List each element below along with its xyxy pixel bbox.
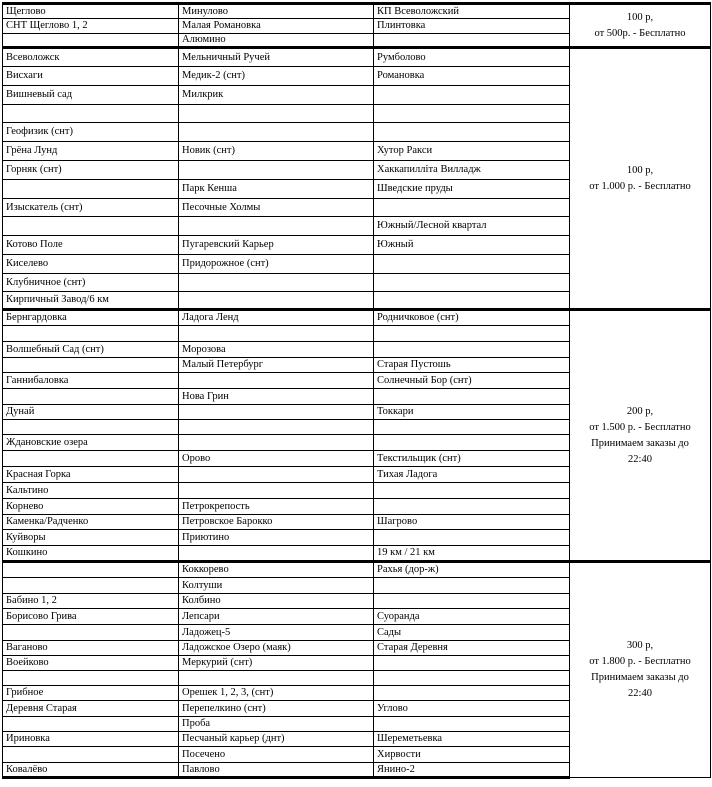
table-row [3, 4, 711, 19]
price-line2: от 1.800 р. - Бесплатно [589, 656, 691, 667]
settlement-name [3, 34, 179, 48]
settlement-name: Воейково [3, 656, 179, 671]
settlement-name [179, 467, 374, 483]
settlement-name [3, 217, 179, 236]
settlement-name: Песчаный карьер (днт) [179, 732, 374, 747]
settlement-name: Борисово Грива [3, 609, 179, 625]
settlement-name [179, 483, 374, 499]
settlement-name [3, 180, 179, 199]
settlement-name [3, 562, 179, 578]
settlement-name: Медик-2 (снт) [179, 67, 374, 86]
settlement-name: Перепелкино (снт) [179, 701, 374, 717]
settlement-name: Янино-2 [374, 763, 570, 778]
delivery-zones-table [2, 2, 711, 779]
settlement-name: Углово [374, 701, 570, 717]
settlement-name: Пугаревский Карьер [179, 236, 374, 255]
settlement-name [374, 717, 570, 732]
price-line3: Принимаем заказы до [591, 672, 689, 683]
settlement-name: Колтуши [179, 578, 374, 594]
settlement-name: Каменка/Радченко [3, 515, 179, 530]
settlement-name [3, 625, 179, 641]
settlement-name [374, 686, 570, 701]
settlement-name [374, 420, 570, 435]
settlement-name: Проба [179, 717, 374, 732]
settlement-name: Меркурий (снт) [179, 656, 374, 671]
settlement-name: Текстильщик (снт) [374, 451, 570, 467]
settlement-name [374, 578, 570, 594]
settlement-name [374, 86, 570, 105]
delivery-zones-document [2, 2, 710, 785]
delivery-price-cell [570, 48, 711, 310]
settlement-name: Ковалёво [3, 763, 179, 778]
settlement-name: Морозова [179, 342, 374, 358]
settlement-name: Петрокрепость [179, 499, 374, 515]
settlement-name: Шагрово [374, 515, 570, 530]
settlement-name: Куйворы [3, 530, 179, 546]
settlement-name: Корнево [3, 499, 179, 515]
settlement-name: Орешек 1, 2, 3, (снт) [179, 686, 374, 701]
settlement-name: Вишневый сад [3, 86, 179, 105]
settlement-name: Солнечный Бор (снт) [374, 373, 570, 389]
settlement-name [179, 405, 374, 420]
settlement-name: Геофизик (снт) [3, 123, 179, 142]
settlement-name: Грибное [3, 686, 179, 701]
settlement-name: Дунай [3, 405, 179, 420]
settlement-name [179, 671, 374, 686]
settlement-name [374, 483, 570, 499]
settlement-name [3, 389, 179, 405]
settlement-name: Котово Поле [3, 236, 179, 255]
settlement-name: Изыскатель (снт) [3, 199, 179, 217]
price-line2: от 1.000 р. - Бесплатно [589, 180, 691, 192]
settlement-name [3, 717, 179, 732]
settlement-name [3, 671, 179, 686]
table-row [3, 48, 711, 67]
settlement-name [374, 274, 570, 292]
settlement-name [374, 435, 570, 451]
settlement-name [3, 420, 179, 435]
settlement-name: Ждановские озера [3, 435, 179, 451]
settlement-name [374, 34, 570, 48]
settlement-name: Всеволожск [3, 48, 179, 67]
settlement-name: Родничковое (снт) [374, 310, 570, 326]
settlement-name: Романовка [374, 67, 570, 86]
settlement-name: Суоранда [374, 609, 570, 625]
settlement-name [179, 546, 374, 562]
settlement-name [179, 326, 374, 342]
settlement-name [374, 105, 570, 123]
settlement-name [3, 326, 179, 342]
settlement-name: Мельничный Ручей [179, 48, 374, 67]
price-line2: от 1.500 р. - Бесплатно [589, 421, 691, 433]
price-line1: 200 р, [626, 405, 654, 417]
price-line1: 100 р, [626, 11, 654, 23]
price-line4: 22:40 [628, 688, 652, 699]
settlement-name: Орово [179, 451, 374, 467]
settlement-name: Кирпичный Завод/6 км [3, 292, 179, 310]
settlement-name: Горняк (снт) [3, 161, 179, 180]
settlement-name [374, 656, 570, 671]
settlement-name: Бабино 1, 2 [3, 594, 179, 609]
settlement-name: Красная Горка [3, 467, 179, 483]
settlement-name: Лепсари [179, 609, 374, 625]
settlement-name [179, 373, 374, 389]
settlement-name: Придорожное (снт) [179, 255, 374, 274]
settlement-name: Ганнибаловка [3, 373, 179, 389]
settlement-name: Плинтовка [374, 19, 570, 34]
settlement-name: Хаккапилліта Вилладж [374, 161, 570, 180]
settlement-name [179, 274, 374, 292]
settlement-name: Бернгардовка [3, 310, 179, 326]
settlement-name: Павлово [179, 763, 374, 778]
settlement-name [179, 105, 374, 123]
settlement-name: Ладожец-5 [179, 625, 374, 641]
settlement-name: Токкари [374, 405, 570, 420]
delivery-price-cell [570, 562, 711, 778]
settlement-name [374, 255, 570, 274]
settlement-name [374, 326, 570, 342]
price-line3: Принимаем заказы до [591, 437, 689, 449]
settlement-name: Киселево [3, 255, 179, 274]
settlement-name: Алюмино [179, 34, 374, 48]
settlement-name [374, 530, 570, 546]
settlement-name: Грёна Лунд [3, 142, 179, 161]
settlement-name: Минулово [179, 4, 374, 19]
settlement-name: Южный [374, 236, 570, 255]
delivery-price-cell [570, 4, 711, 48]
settlement-name [374, 199, 570, 217]
settlement-name [374, 594, 570, 609]
settlement-name [3, 358, 179, 373]
settlement-name [179, 161, 374, 180]
settlement-name [179, 292, 374, 310]
settlement-name [179, 217, 374, 236]
settlement-name [374, 389, 570, 405]
settlement-name [3, 578, 179, 594]
settlement-name: СНТ Щеглово 1, 2 [3, 19, 179, 34]
settlement-name: Нова Грин [179, 389, 374, 405]
settlement-name: Южный/Лесной квартал [374, 217, 570, 236]
settlement-name: Рахья (дор-ж) [374, 562, 570, 578]
settlement-name: 19 км / 21 км [374, 546, 570, 562]
settlement-name: Румболово [374, 48, 570, 67]
settlement-name: Колбино [179, 594, 374, 609]
settlement-name [374, 671, 570, 686]
settlement-name [374, 123, 570, 142]
settlement-name: Клубничное (снт) [3, 274, 179, 292]
settlement-name [3, 451, 179, 467]
settlement-name: Деревня Старая [3, 701, 179, 717]
settlement-name: Шведские пруды [374, 180, 570, 199]
settlement-name [179, 420, 374, 435]
settlement-name: Ладога Ленд [179, 310, 374, 326]
price-line1: 300 р, [626, 640, 654, 651]
settlement-name: Старая Пустошь [374, 358, 570, 373]
settlement-name: Песочные Холмы [179, 199, 374, 217]
delivery-price-cell [570, 310, 711, 562]
settlement-name: Висхаги [3, 67, 179, 86]
settlement-name: Волшебный Сад (снт) [3, 342, 179, 358]
settlement-name: Посечено [179, 747, 374, 763]
settlement-name: Парк Кенша [179, 180, 374, 199]
table-row [3, 562, 711, 578]
settlement-name: КП Всеволожский [374, 4, 570, 19]
settlement-name [3, 747, 179, 763]
settlement-name [374, 342, 570, 358]
settlement-name: Малый Петербург [179, 358, 374, 373]
table-row [3, 310, 711, 326]
settlement-name: Старая Деревня [374, 641, 570, 656]
settlement-name: Хирвости [374, 747, 570, 763]
settlement-name: Тихая Ладога [374, 467, 570, 483]
settlement-name: Новик (снт) [179, 142, 374, 161]
settlement-name: Ириновка [3, 732, 179, 747]
settlement-name: Петровское Барокко [179, 515, 374, 530]
settlement-name [179, 435, 374, 451]
settlement-name: Сады [374, 625, 570, 641]
settlement-name: Щеглово [3, 4, 179, 19]
settlement-name: Малая Романовка [179, 19, 374, 34]
price-line4: 22:40 [628, 453, 652, 465]
settlement-name: Приютино [179, 530, 374, 546]
settlement-name [3, 105, 179, 123]
settlement-name: Кальтино [3, 483, 179, 499]
settlement-name: Ваганово [3, 641, 179, 656]
price-line2: от 500р. - Бесплатно [594, 27, 686, 39]
settlement-name: Ладожское Озеро (маяк) [179, 641, 374, 656]
settlement-name: Кошкино [3, 546, 179, 562]
settlement-name [179, 123, 374, 142]
settlement-name: Хутор Ракси [374, 142, 570, 161]
settlement-name: Милкрик [179, 86, 374, 105]
settlement-name: Шереметьевка [374, 732, 570, 747]
price-line1: 100 р, [626, 164, 654, 176]
settlement-name: Коккорево [179, 562, 374, 578]
settlement-name [374, 292, 570, 310]
settlement-name [374, 499, 570, 515]
